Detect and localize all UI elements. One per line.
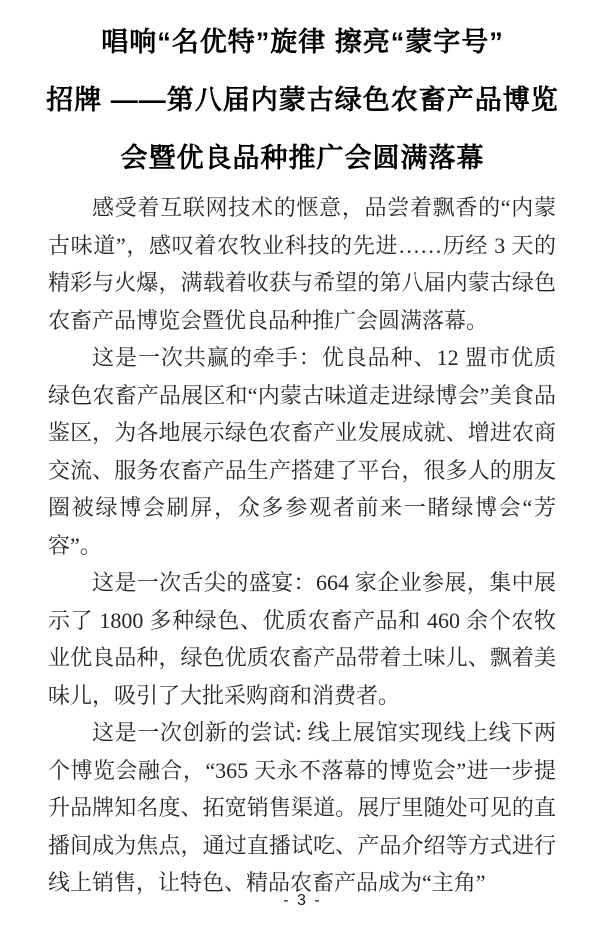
page-title-line-2: 招牌 ——第八届内蒙古绿色农畜产品博览 [46, 85, 559, 115]
page-number: - 3 - [283, 892, 322, 909]
page-title-line-3: 会暨优良品种推广会圆满落幕 [120, 143, 485, 173]
document-body [48, 189, 556, 902]
body-paragraph-2: 这是一次共赢的牵手：优良品种、12 盟市优质绿色农畜产品展区和“内蒙古味道走进绿博会”美食品鉴区，为各地展示绿色农畜产业发展成就、增进农商交流、服务农畜产品生产搭建了平台，很多人的朋友圈被绿博会刷屏，众多参观者前来一睹绿博会“芳容”。 [48, 345, 556, 558]
page-title-line-1: 唱响“名优特”旋律 擦亮“蒙字号” [101, 27, 504, 57]
body-paragraph-3: 这是一次舌尖的盛宴：664 家企业参展，集中展示了 1800 多种绿色、优质农畜产品和 460 余个农牧业优良品种，绿色优质农畜产品带着土味儿、飘着美味儿，吸引了大批采购商和消费者。 [48, 570, 556, 708]
page-footer [0, 892, 605, 910]
page-title [0, 0, 605, 187]
body-paragraph-4: 这是一次创新的尝试: 线上展馆实现线上线下两个博览会融合，“365 天永不落幕的博览会”进一步提升品牌知名度、拓宽销售渠道。展厅里随处可见的直播间成为焦点，通过直播试吃、产品介绍等方式进行线上销售，让特色、精品农畜产品成为“主角” [48, 720, 556, 895]
body-paragraph-1: 感受着互联网技术的惬意，品尝着飘香的“内蒙古味道”，感叹着农牧业科技的先进……历经 3 天的精彩与火爆，满载着收获与希望的第八届内蒙古绿色农畜产品博览会暨优良品种推广会圆满落幕。 [48, 195, 556, 333]
